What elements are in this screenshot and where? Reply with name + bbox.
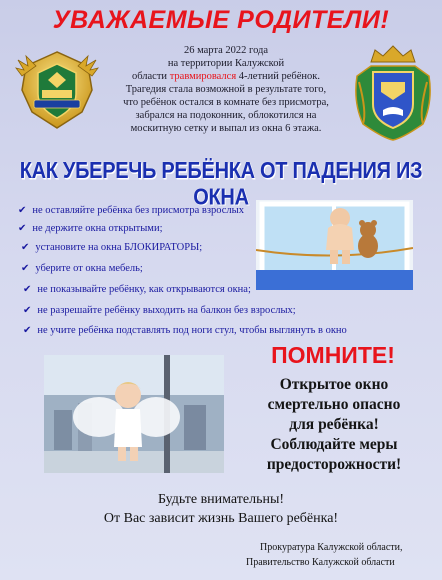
intro-line: что ребёнок остался в комнате без присмотра, (123, 97, 329, 108)
list-item (23, 325, 347, 336)
checkmark-icon: ✔ (23, 325, 32, 336)
warning-line: Открытое окно (279, 376, 389, 393)
attention-block (0, 490, 442, 528)
tip-text: не держите окна открытыми; (32, 223, 163, 234)
angel-child-window-photo (44, 355, 224, 473)
warning-line: смертельно опасно (267, 396, 401, 413)
checkmark-icon: ✔ (18, 223, 27, 234)
checkmark-icon: ✔ (18, 205, 27, 216)
list-item (21, 242, 202, 253)
signature-line: Прокуратура Калужской области, (260, 542, 403, 553)
tip-text: не показывайте ребёнку, как открываются окна; (37, 284, 251, 295)
list-item (21, 263, 143, 274)
intro-text (108, 44, 344, 135)
remember-heading: ПОМНИТЕ! (271, 342, 395, 368)
checkmark-icon: ✔ (23, 284, 32, 295)
section-heading: КАК УБЕРЕЧЬ РЕБЁНКА ОТ ПАДЕНИЯ ИЗ ОКНА (19, 158, 423, 211)
attention-line: От Вас зависит жизнь Вашего ребёнка! (103, 511, 339, 526)
intro-line: 26 марта 2022 года (183, 45, 269, 56)
warning-line: для ребёнка! (289, 416, 379, 433)
signature-line: Правительство Калужской области (246, 557, 395, 568)
signature-block (246, 540, 436, 570)
tip-text: уберите от окна мебель; (35, 263, 143, 274)
tip-text: установите на окна БЛОКИРАТОРЫ; (35, 242, 203, 253)
intro-line (108, 70, 344, 83)
warning-block (230, 375, 438, 475)
tip-text: не разрешайте ребёнку выходить на балкон без взрослых; (37, 305, 296, 316)
list-item (23, 284, 251, 295)
checkmark-icon: ✔ (21, 263, 30, 274)
list-item (23, 305, 296, 316)
intro-line: на территории Калужской (167, 58, 285, 69)
child-on-windowsill-photo (256, 200, 413, 290)
poster-title: УВАЖАЕМЫЕ РОДИТЕЛИ! (52, 6, 390, 34)
warning-line: Соблюдайте меры (270, 436, 398, 453)
tip-text: не оставляйте ребёнка без присмотра взрослых (32, 205, 244, 216)
kaluga-coat-of-arms-icon (353, 42, 433, 142)
intro-fragment: области (131, 71, 170, 82)
intro-line: москитную сетку и выпал из окна 6 этажа. (130, 123, 322, 134)
intro-line: забрался на подоконник, облокотился на (135, 110, 317, 121)
intro-warning-word: травмировался (169, 71, 237, 82)
checkmark-icon: ✔ (23, 305, 32, 316)
attention-line: Будьте внимательны! (157, 492, 285, 507)
intro-fragment: 4-летний ребёнок. (236, 71, 321, 82)
list-item (18, 223, 162, 234)
intro-line: Трагедия стала возможной в результате того, (125, 84, 327, 95)
warning-line: предосторожности! (266, 456, 402, 473)
list-item (18, 205, 244, 216)
tip-text: не учите ребёнка подставлять под ноги стул, чтобы выглянуть в окно (37, 325, 347, 336)
prosecutor-emblem-icon (14, 46, 100, 132)
checkmark-icon: ✔ (21, 242, 30, 253)
